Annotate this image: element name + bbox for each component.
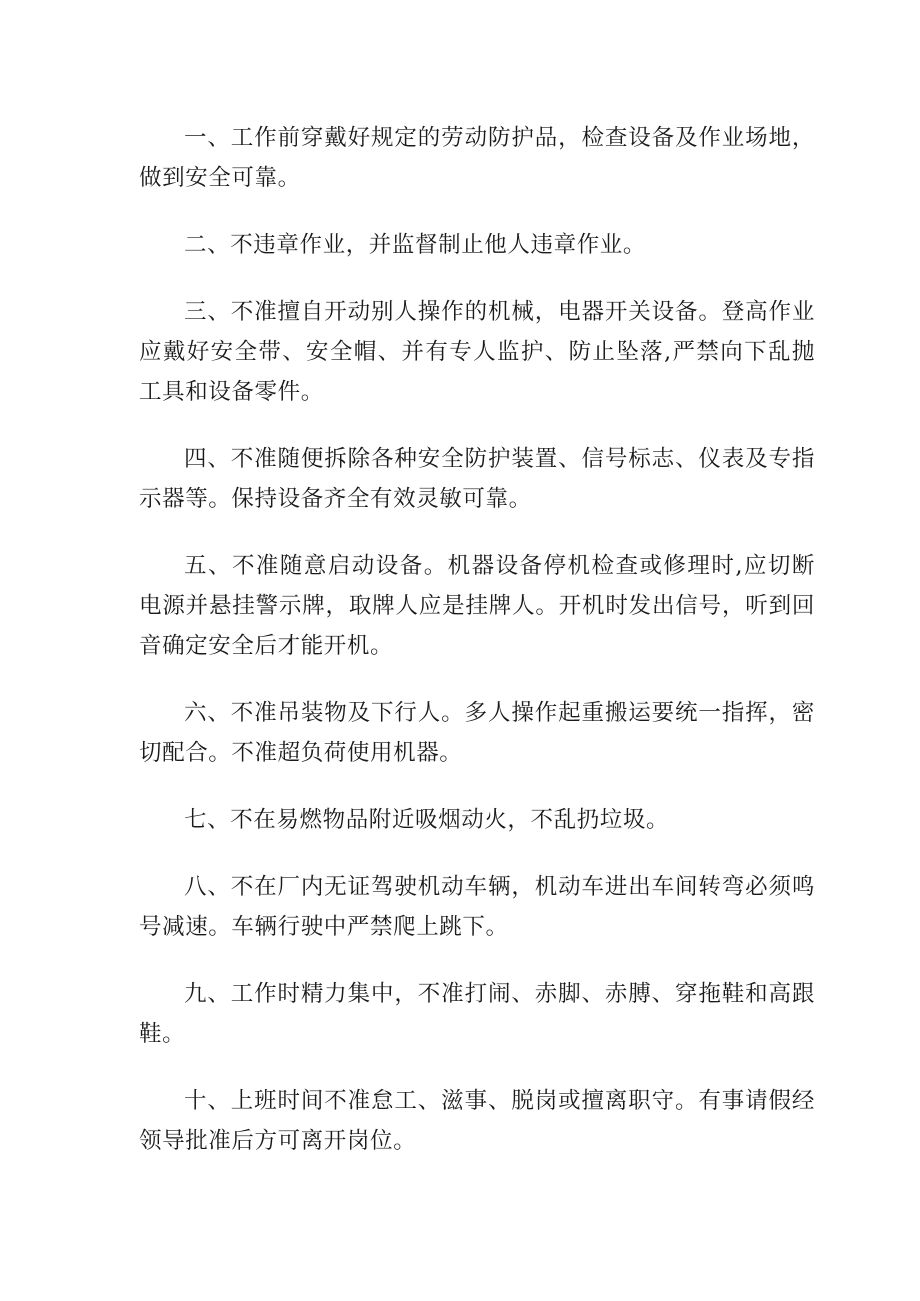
- rule-2: 二、不违章作业，并监督制止他人违章作业。: [184, 232, 647, 258]
- rule-5: 五、不准随意启动设备。机器设备停机检查或修理时,应切断电源并悬挂警示牌，取牌人应是挂牌人。开机时发出信号，听到回音确定安全后才能开机。: [139, 553, 815, 659]
- rule-10: 十、上班时间不准怠工、滋事、脱岗或擅离职守。有事请假经领导批准后方可离开岗位。: [139, 1088, 815, 1154]
- rule-4: 四、不准随便拆除各种安全防护装置、信号标志、仪表及专指示器等。保持设备齐全有效灵敏可靠。: [139, 446, 815, 512]
- rule-9: 九、工作时精力集中，不准打闹、赤脚、赤膊、穿拖鞋和高跟鞋。: [139, 981, 815, 1047]
- rule-6: 六、不准吊装物及下行人。多人操作起重搬运要统一指挥，密切配合。不准超负荷使用机器。: [139, 700, 815, 766]
- rule-8: 八、不在厂内无证驾驶机动车辆，机动车进出车间转弯必须鸣号减速。车辆行驶中严禁爬上跳下。: [139, 874, 815, 940]
- rule-7: 七、不在易燃物品附近吸烟动火，不乱扔垃圾。: [184, 807, 670, 833]
- rules-list: [139, 118, 815, 1188]
- rule-1: 一、工作前穿戴好规定的劳动防护品，检查设备及作业场地，做到安全可靠。: [139, 125, 815, 191]
- rule-3: 三、不准擅自开动别人操作的机械，电器开关设备。登高作业应戴好安全带、安全帽、并有专人监护、防止坠落,严禁向下乱抛工具和设备零件。: [139, 299, 815, 405]
